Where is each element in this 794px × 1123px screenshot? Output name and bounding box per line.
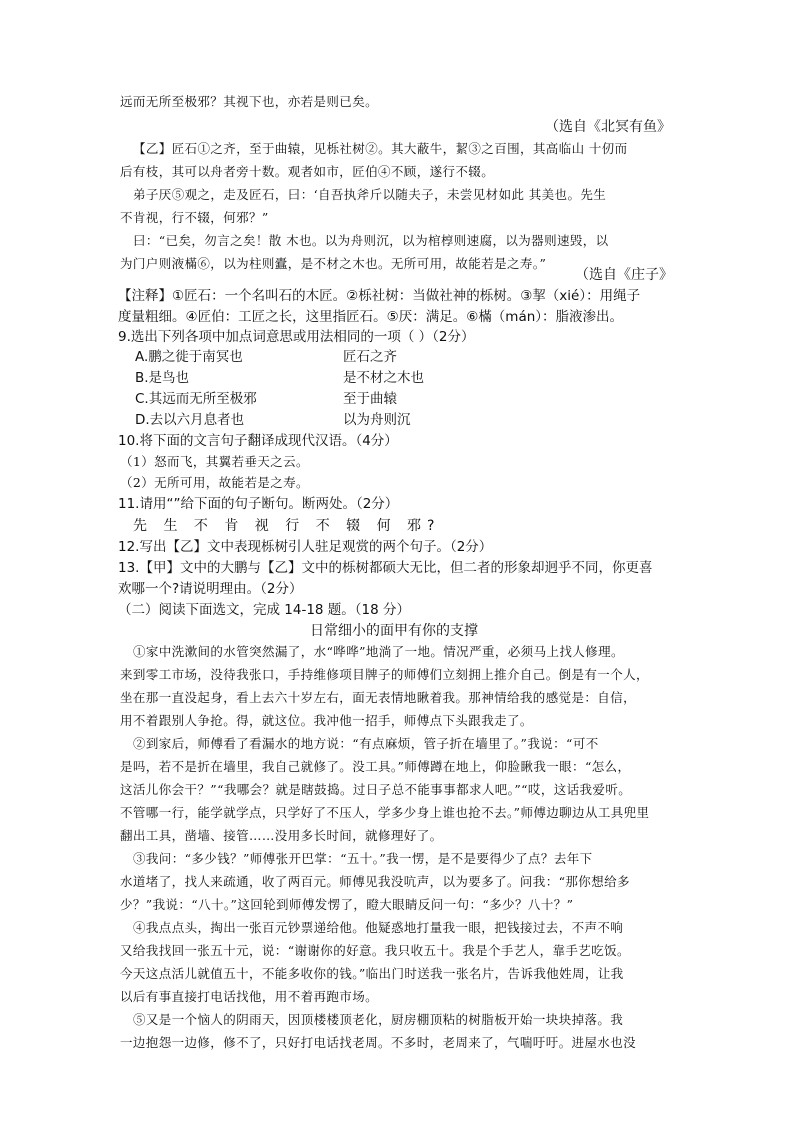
notes-line: 【注释】①匠石：一个名叫石的木匠。②栎社树：当做社神的栎树。③挈（xié）：用绳子	[118, 288, 641, 304]
passage-jia-tail: 远而无所至极邪？其视下也，亦若是则已矣。	[120, 94, 379, 109]
article-line: 今天这点活儿就值五十，不能多收你的钱。”临出门时送我一张名片，告诉我他姓周，让我	[120, 966, 624, 981]
passage-yi-line: 【乙】匠石①之齐，至于曲辕，见栎社树②。其大蔽牛，絜③之百围，其高临山 十仞而	[133, 141, 628, 156]
article-line: ③我问：“多少钱？”师傅张开巴掌：“五十。”我一愣，是不是要得少了点？去年下	[133, 851, 593, 866]
question-10-stem: 10.将下面的文言句子翻译成现代汉语。（4分）	[118, 433, 398, 449]
article-line: 这活儿你会干？”“我哪会？就是瞎鼓捣。过日子总不能事事都求人吧。”“哎，这话我爱听。	[120, 782, 632, 797]
question-9-stem: 9.选出下列各项中加点词意思或用法相同的一项（ ）（2分）	[118, 329, 475, 345]
question-10-item: （2）无所可用，故能若是之寿。	[120, 475, 309, 490]
article-line: 坐在那一直没起身，看上去六十岁左右，面无表情地瞅着我。那神情给我的感觉是：自信，	[120, 690, 637, 705]
article-line: 来到零工市场，没待我张口，手持维修项目牌子的师傅们立刻拥上推介自己。倒是有一个人，	[120, 667, 649, 682]
article-line: ④我点点头，掏出一张百元钞票递给他。他疑惑地打量我一眼，把钱接过去，不声不响	[133, 920, 624, 935]
notes-line: 度量粗细。④匠伯：工匠之长，这里指匠石。⑤厌：满足。⑥樠（mán）：脂液渗出。	[118, 309, 624, 325]
section-2-heading: （二）阅读下面选文，完成 14-18 题。（18 分）	[118, 602, 411, 618]
passage-yi-line: 后有枝，其可以舟者旁十数。观者如市，匠伯④不顾，遂行不辍。	[120, 164, 495, 179]
article-line: ①家中洗漱间的水管突然漏了，水“哗哗”地淌了一地。情况严重，必须马上找人修理。	[133, 644, 624, 659]
article-title: 日常细小的面甲有你的支撑	[310, 623, 478, 639]
question-13-stem: 欢哪一个?请说明理由。（2分）	[118, 581, 303, 597]
question-10-item: （1）怒而飞，其翼若垂天之云。	[120, 454, 309, 469]
option-right: 以为舟则沉	[343, 412, 411, 428]
article-line: 一边抱怨一边修，修不了，只好打电话找老周。不多时，老周来了，气喘吁吁。进屋水也没	[120, 1035, 637, 1050]
option-right: 至于曲辕	[343, 391, 397, 407]
article-line: 水道堵了，找人来疏通，收了两百元。师傅见我没吭声，以为要多了。问我：“那你想给多	[120, 874, 630, 889]
option-left: D.去以六月息者也	[135, 412, 245, 428]
source-yi: （选自《庄子》	[575, 267, 673, 283]
question-12-stem: 12.写出【乙】文中表现栎树引人驻足观赏的两个句子。（2分）	[118, 539, 493, 555]
article-line: ②到家后，师傅看了看漏水的地方说：“有点麻烦，管子折在墙里了。”我说：“可不	[133, 736, 599, 751]
article-line: 少？”我说：“八十。”这回轮到师傅发愣了，瞪大眼睛反问一句：“多少？八十？”	[120, 897, 574, 912]
option-left: A.鹏之徙于南冥也	[135, 349, 243, 365]
source-jia: （选自《北冥有鱼》	[545, 119, 671, 135]
passage-yi-line: 曰：“已矣，勿言之矣！散 木也。以为舟则沉，以为棺椁则速腐，以为器则速毁，以	[133, 233, 609, 248]
passage-yi-line: 为门户则液樠⑥，以为柱则蠹，是不材之木也。无所可用，故能若是之寿。”	[120, 256, 547, 271]
article-line: 用不着跟别人争抢。得，就这位。我冲他一招手，师傅点下头跟我走了。	[120, 713, 533, 728]
article-line: 不管哪一行，能学就学点，只学好了不压人，学多少身上谁也抢不去。”师傅边聊边从工具兜里	[120, 805, 650, 820]
question-11-sentence: 先 生 不 肯 视 行 不 辍 何 邪?	[133, 518, 441, 534]
article-line: 以后有事直接打电话找他，用不着再跑市场。	[120, 989, 379, 1004]
passage-yi-line: 弟子厌⑤观之，走及匠石，曰：‘自吾执斧斤以随夫子，未尝见材如此 其美也。先生	[133, 187, 607, 202]
article-line: 是吗，若不是折在墙里，我自己就修了。没工具。”师傅蹲在地上，仰脸瞅我一眼：“怎么，	[120, 759, 631, 774]
option-left: C.其远而无所至极邪	[135, 391, 257, 407]
article-line: 又给我找回一张五十元，说：“谢谢你的好意。我只收五十。我是个手艺人，靠手艺吃饭。	[120, 943, 630, 958]
article-line: 翻出工具，凿墙、接管……没用多长时间，就修理好了。	[120, 828, 443, 843]
option-right: 匠石之齐	[343, 349, 397, 365]
question-13-stem: 13.【甲】文中的大鹏与【乙】文中的栎树都硕大无比，但二者的形象却迥乎不同，你更喜	[118, 560, 653, 576]
article-line: ⑤又是一个恼人的阴雨天，因顶楼楼顶老化，厨房棚顶粘的树脂板开始一块块掉落。我	[133, 1012, 624, 1027]
question-11-stem: 11.请用“”给下面的句子断句。断两处。（2分）	[118, 496, 399, 512]
option-right: 是不材之木也	[343, 370, 424, 386]
passage-yi-line: 不肯视，行不辍，何邪？”	[120, 210, 269, 225]
option-left: B.是鸟也	[135, 370, 190, 386]
